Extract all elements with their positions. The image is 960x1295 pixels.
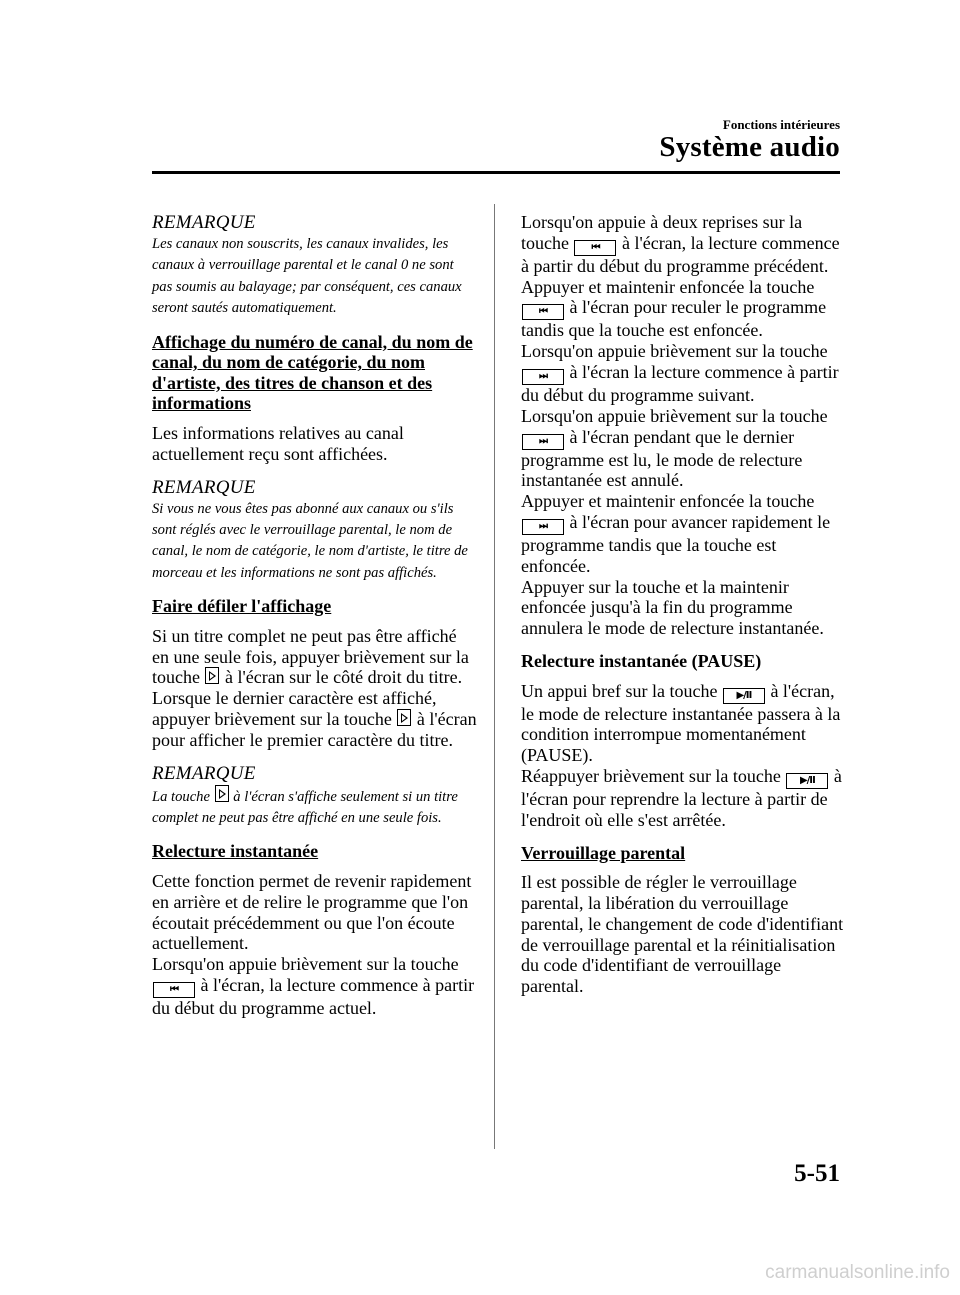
text: à l'écran pour afficher le premier caractère du titre. [152,709,477,750]
page-title: Système audio [659,131,840,163]
page-number: 5-51 [794,1160,840,1187]
text: à l'écran pour reculer le programme tandis que la touche est enfoncée. [521,297,827,341]
skip-back-icon: ⏮ [574,240,616,256]
text: à l'écran, le mode de relecture instantanée passera à la condition interrompue momentanément (PAUSE). [521,680,841,766]
paragraph [521,766,846,831]
paragraph [152,626,477,751]
header-section-label: Fonctions intérieures [722,117,840,132]
triangle-right-icon [205,667,219,684]
note-heading: REMARQUE [152,762,256,784]
paragraph [521,406,846,491]
text: à l'écran pour reprendre la lecture à partir de l'endroit où elle s'est arrêtée. [521,765,842,830]
paragraph [521,341,846,406]
text: La touche [152,788,210,805]
paragraph [521,212,846,277]
watermark: carmanualsonline.info [765,1262,950,1283]
note-text: Les canaux non souscrits, les canaux invalides, les canaux à verrouillage parental et le canal 0 ne sont pas soumis au balayage; par conséquent, ces canaux seront sautés automatiquement. [152,236,462,317]
text: à l'écran, la lecture commence à partir du début du programme actuel. [152,974,475,1018]
text: à l'écran la lecture commence à partir du début du programme suivant. [521,361,839,405]
paragraph: Il est possible de régler le verrouillage parental, la libération du verrouillage parental, le changement de code d'identifiant de verrouillage parental et la réinitialisation du code d'identifiant de verrouillage parental. [521,872,844,997]
triangle-right-icon [397,709,411,726]
text: Un appui bref sur la touche [521,680,718,701]
paragraph [521,681,846,766]
text: Réappuyer brièvement sur la touche [521,765,781,786]
text: Lorsqu'on appuie brièvement sur la touche [521,341,828,362]
paragraph [521,491,846,576]
text: à l'écran pendant que le dernier programme est lu, le mode de relecture instantanée est annulé. [521,426,803,491]
text: Lorsqu'on appuie brièvement sur la touche [152,954,459,975]
right-column [521,212,846,1009]
skip-back-icon: ⏮ [522,304,564,320]
section-heading-scroll-display: Faire défiler l'affichage [152,596,332,617]
skip-forward-icon: ⏭ [522,434,564,450]
skip-forward-icon: ⏭ [522,519,564,535]
skip-back-icon: ⏮ [153,982,195,998]
text: Lorsqu'on appuie à deux reprises sur la touche [521,212,803,253]
paragraph: Appuyer sur la touche et la maintenir enfoncée jusqu'à la fin du programme annulera le mode de relecture instantanée. [521,576,824,639]
paragraph [521,277,846,342]
text: à l'écran sur le côté droit du titre. Lorsque le dernier caractère est affiché, appuyer brièvement sur la touche [152,667,463,729]
left-column [152,212,477,1031]
paragraph: Les informations relatives au canal actuellement reçu sont affichées. [152,423,404,464]
skip-forward-icon: ⏭ [522,369,564,385]
section-heading-parental-lock: Verrouillage parental [521,842,686,863]
header-rule [152,171,840,174]
section-heading-channel-info: Affichage du numéro de canal, du nom de canal, du nom de catégorie, du nom d'artiste, des titres de chanson et des informations [152,331,473,414]
text: à l'écran, la lecture commence à partir du début du programme précédent. [521,232,840,276]
section-heading-instant-replay: Relecture instantanée [152,841,319,862]
subsection-heading-pause: Relecture instantanée (PAUSE) [521,650,762,671]
column-divider [494,204,495,1149]
text: à l'écran s'affiche seulement si un titre complet ne peut pas être affiché en une seule fois. [152,788,458,826]
play-pause-icon: ▶/Ⅱ [723,688,765,704]
note-text: Si vous ne vous êtes pas abonné aux canaux ou s'ils sont réglés avec le verrouillage parental, le nom de canal, le nom de catégorie, le nom d'artiste, le titre de morceau et les informations ne sont pas affichés. [152,500,468,581]
text: Lorsqu'on appuie brièvement sur la touche [521,405,828,426]
play-pause-icon: ▶/Ⅱ [786,773,828,789]
text: Si un titre complet ne peut pas être affiché en une seule fois, appuyer brièvement sur la touche [152,625,469,688]
paragraph [152,954,477,1019]
note-heading: REMARQUE [152,476,256,498]
text: Appuyer et maintenir enfoncée la touche [521,276,815,297]
text: Appuyer et maintenir enfoncée la touche [521,491,815,512]
note-heading: REMARQUE [152,212,256,233]
text: à l'écran pour avancer rapidement le programme tandis que la touche est enfoncée. [521,511,831,576]
paragraph: Cette fonction permet de revenir rapidement en arrière et de relire le programme que l'on écoutait précédemment ou que l'on écoute actuellement. [152,871,472,954]
note-text [152,785,477,830]
triangle-right-icon [215,785,229,802]
